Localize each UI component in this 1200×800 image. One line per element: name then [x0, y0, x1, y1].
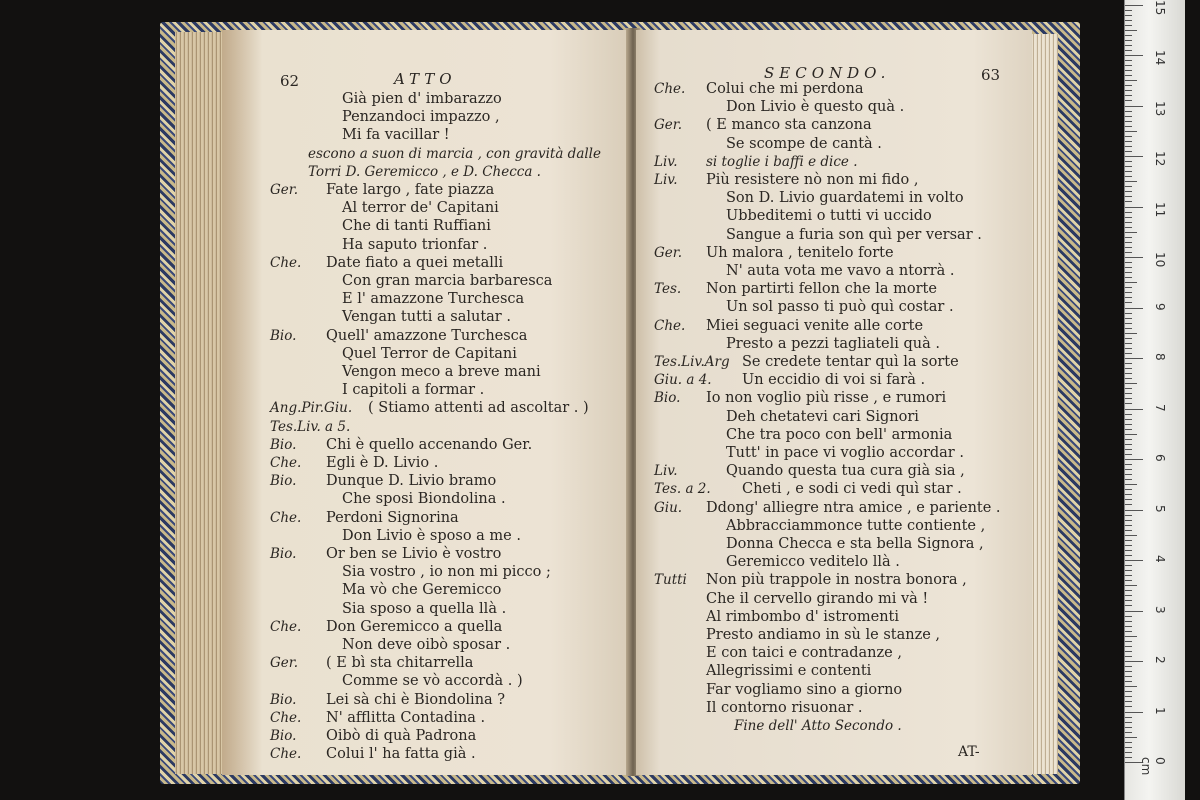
line-text: Donna Checca e sta bella Signora , [726, 536, 984, 552]
line-text: Lei sà chi è Biondolina ? [326, 691, 506, 708]
ruler-tick [1125, 217, 1132, 218]
ruler-tick [1125, 373, 1132, 374]
speaker-label: Tes.Liv. a 5. [270, 418, 351, 435]
ruler-tick [1125, 75, 1132, 76]
ruler-tick [1125, 747, 1132, 748]
speaker-label: Bio. [654, 390, 681, 407]
line-text: Uh malora , tenitelo forte [706, 244, 894, 261]
ruler-tick [1125, 100, 1132, 101]
ruler-tick [1125, 393, 1132, 394]
ruler-label: 2 [1153, 656, 1167, 664]
ruler-tick [1125, 85, 1132, 86]
line-text: Torri D. Geremicco , e D. Checca . [308, 163, 541, 180]
line-text: Io non voglio più risse , e rumori [706, 390, 947, 407]
ruler-tick [1125, 121, 1132, 122]
line-text: Far vogliamo sino a giorno [706, 681, 903, 698]
line-text: Don Geremicco a quella [326, 618, 503, 635]
ruler-tick [1125, 15, 1132, 16]
page-number-right: 63 [981, 66, 1001, 84]
ruler-tick [1125, 368, 1132, 369]
ruler-tick [1125, 398, 1132, 399]
line-text: Son D. Livio guardatemi in volto [726, 190, 964, 207]
line-text: Che di tanti Ruffiani [342, 218, 491, 235]
line-text: Comme se vò accordà . ) [342, 673, 523, 690]
speaker-label: Tutti [654, 572, 687, 589]
line-text: Ubbeditemi o tutti vi uccido [726, 208, 932, 225]
line-text: Miei seguaci venite alle corte [706, 317, 924, 334]
ruler-tick [1125, 20, 1132, 21]
ruler-label: 5 [1153, 504, 1167, 513]
ruler-tick [1125, 388, 1132, 389]
ruler-tick [1125, 474, 1132, 475]
ruler-tick [1125, 318, 1132, 319]
line-text: Che tra poco con bell' armonia [726, 426, 953, 443]
ruler-tick [1125, 383, 1137, 384]
ruler-tick [1125, 752, 1132, 753]
line-text: Penzandoci impazzo , [342, 109, 500, 126]
ruler-tick [1125, 282, 1137, 283]
ruler-tick [1125, 575, 1132, 576]
ruler-tick [1125, 530, 1132, 531]
ruler-tick [1125, 732, 1132, 733]
speaker-label: Giu. a 4. [654, 372, 712, 389]
ruler-tick [1125, 333, 1137, 334]
ruler-tick [1125, 40, 1132, 41]
line-text: Ddong' alliegre ntra amice , e pariente . [706, 499, 1001, 516]
ruler-label: 13 [1153, 100, 1167, 116]
line-text: Cheti , e sodi ci vedi quì star . [742, 481, 962, 498]
ruler-tick [1125, 403, 1132, 404]
ruler-label: 15 [1153, 0, 1167, 15]
ruler-tick [1125, 262, 1132, 263]
speaker-label: Che. [270, 709, 302, 726]
ruler-tick [1125, 227, 1132, 228]
ruler-tick [1125, 580, 1132, 581]
right-page [636, 30, 1032, 775]
running-head-right: SECONDO. [764, 64, 891, 82]
line-text: Che sposi Biondolina . [342, 491, 506, 508]
speaker-label: Che. [270, 746, 302, 763]
line-text: Allegrissimi e contenti [706, 663, 872, 680]
ruler-tick [1125, 484, 1137, 485]
ruler-tick [1125, 742, 1132, 743]
ruler-tick [1125, 111, 1132, 112]
ruler-tick [1125, 722, 1132, 723]
ruler-tick [1125, 515, 1132, 516]
line-text: Sia vostro , io non mi picco ; [342, 564, 551, 581]
line-text: Oibò di quà Padrona [326, 728, 477, 744]
line-text: Che il cervello girando mi và ! [706, 590, 929, 607]
ruler-tick [1125, 308, 1143, 309]
ruler-label: 12 [1153, 151, 1167, 167]
ruler-tick [1125, 409, 1143, 410]
ruler-tick [1125, 727, 1132, 728]
ruler-tick [1125, 126, 1132, 127]
ruler-tick [1125, 454, 1132, 455]
speaker-label: Tes. a 2. [654, 481, 711, 498]
ruler-tick [1125, 212, 1132, 213]
ruler-tick [1125, 590, 1132, 591]
ruler-label: 8 [1153, 353, 1167, 361]
ruler-tick [1125, 424, 1132, 425]
line-text: Se credete tentar quì la sorte [742, 354, 959, 370]
ruler-tick [1125, 25, 1132, 26]
line-text: Al terror de' Capitani [342, 200, 499, 217]
ruler-label: 4 [1153, 555, 1167, 563]
ruler-tick [1125, 535, 1137, 536]
ruler-tick [1125, 525, 1132, 526]
line-text: I capitoli a formar . [342, 382, 485, 399]
ruler-tick [1125, 570, 1132, 571]
ruler-tick [1125, 176, 1132, 177]
ruler-tick [1125, 252, 1132, 253]
ruler-tick [1125, 555, 1132, 556]
ruler-tick [1125, 585, 1137, 586]
ruler-tick [1125, 80, 1137, 81]
ruler-tick [1125, 439, 1132, 440]
ruler-tick [1125, 257, 1143, 258]
ruler-tick [1125, 171, 1132, 172]
line-text: Sia sposo a quella llà . [342, 600, 507, 617]
line-text: Fine dell' Atto Secondo . [734, 718, 902, 734]
ruler-tick [1125, 186, 1132, 187]
speaker-label: Bio. [270, 691, 297, 708]
line-text: Or ben se Livio è vostro [326, 546, 502, 562]
speaker-label: Liv. [654, 172, 678, 188]
ruler-tick [1125, 338, 1132, 339]
ruler-tick [1125, 166, 1132, 167]
ruler-tick [1125, 651, 1132, 652]
ruler-tick [1125, 757, 1132, 758]
line-text: Don Livio è questo quà . [726, 99, 905, 116]
ruler-tick [1125, 237, 1132, 238]
line-text: Colui che mi perdona [706, 81, 864, 97]
line-text: Vengon meco a breve mani [342, 364, 541, 380]
ruler-tick [1125, 65, 1132, 66]
ruler-tick [1125, 464, 1132, 465]
ruler-tick [1125, 595, 1132, 596]
line-text: Non partirti fellon che la morte [706, 281, 937, 298]
ruler-tick [1125, 686, 1137, 687]
ruler-tick [1125, 247, 1132, 248]
ruler-tick [1125, 419, 1132, 420]
catchword: AT- [958, 744, 980, 760]
line-text: N' afflitta Contadina . [326, 709, 486, 726]
ruler-tick [1125, 201, 1132, 202]
ruler-tick [1125, 504, 1132, 505]
ruler-label: 11 [1153, 201, 1167, 217]
ruler-tick [1125, 363, 1132, 364]
speaker-label: Bio. [270, 473, 297, 490]
ruler-tick [1125, 287, 1132, 288]
speaker-label: Bio. [270, 436, 297, 453]
ruler-tick [1125, 656, 1132, 657]
ruler-tick [1125, 661, 1143, 662]
line-text: ( Stiamo attenti ad ascoltar . ) [368, 400, 589, 417]
speaker-label: Bio. [270, 327, 297, 344]
line-text: Non deve oibò sposar . [342, 637, 511, 653]
ruler-tick [1125, 55, 1143, 56]
ruler-tick [1125, 232, 1137, 233]
line-text: Quando questa tua cura già sia , [726, 463, 965, 480]
ruler-tick [1125, 737, 1137, 738]
line-text: N' auta vota me vavo a ntorrà . [726, 263, 955, 279]
ruler-tick [1125, 540, 1132, 541]
ruler-label: 0 cm [1139, 757, 1167, 776]
page-number-left: 62 [280, 72, 300, 90]
speaker-label: Bio. [270, 546, 297, 562]
ruler-tick [1125, 444, 1132, 445]
ruler-tick [1125, 90, 1132, 91]
line-text: E l' amazzone Turchesca [342, 291, 525, 308]
line-text: Quel Terror de Capitani [342, 345, 517, 362]
ruler-tick [1125, 550, 1132, 551]
ruler-tick [1125, 631, 1132, 632]
line-text: Sangue a furia son quì per versar . [726, 226, 982, 243]
ruler-tick [1125, 141, 1132, 142]
line-text: ( E manco sta canzona [706, 117, 872, 134]
ruler-tick [1125, 242, 1132, 243]
ruler-tick [1125, 313, 1132, 314]
line-text: Mi fa vacillar ! [342, 127, 450, 144]
ruler-tick [1125, 666, 1132, 667]
ruler-label: 3 [1153, 605, 1167, 614]
ruler-tick [1125, 611, 1143, 612]
ruler-tick [1125, 479, 1132, 480]
running-head-left: ATTO [394, 70, 457, 88]
ruler-tick [1125, 151, 1132, 152]
line-text: Il contorno risuonar . [706, 699, 863, 716]
ruler-tick [1125, 348, 1132, 349]
line-text: Geremicco veditelo llà . [726, 554, 900, 571]
speaker-label: Bio. [270, 728, 297, 744]
ruler-tick [1125, 35, 1132, 36]
speaker-label: Che. [654, 317, 686, 334]
ruler-tick [1125, 196, 1132, 197]
ruler-tick [1125, 70, 1132, 71]
ruler-tick [1125, 671, 1132, 672]
ruler-tick [1125, 136, 1132, 137]
line-text: Non più trappole in nostra bonora , [706, 572, 967, 589]
line-text: Più resistere nò non mi fido , [706, 172, 919, 188]
ruler-tick [1125, 95, 1132, 96]
ruler-tick [1125, 676, 1132, 677]
line-text: Fate largo , fate piazza [326, 182, 495, 198]
line-text: Don Livio è sposo a me . [342, 527, 521, 544]
line-text: Dunque D. Livio bramo [326, 473, 497, 490]
line-text: Già pien d' imbarazzo [342, 91, 502, 107]
ruler-tick [1125, 459, 1143, 460]
ruler-tick [1125, 146, 1132, 147]
ruler-tick [1125, 646, 1132, 647]
speaker-label: Ger. [654, 117, 683, 134]
ruler-tick [1125, 302, 1132, 303]
line-text: Quell' amazzone Turchesca [326, 327, 528, 344]
speaker-label: Ger. [270, 182, 299, 198]
ruler-tick [1125, 267, 1132, 268]
line-text: Ha saputo trionfar . [342, 236, 488, 253]
line-text: Deh chetatevi cari Signori [726, 408, 919, 425]
speaker-label: Che. [270, 455, 302, 471]
ruler-tick [1125, 565, 1132, 566]
line-text: E con taici e contradanze , [706, 645, 902, 662]
ruler-tick [1125, 621, 1132, 622]
measuring-ruler [1124, 0, 1185, 800]
ruler-label: 9 [1153, 302, 1167, 311]
speaker-label: Liv. [654, 463, 678, 480]
ruler-tick [1125, 328, 1132, 329]
ruler-tick [1125, 106, 1143, 107]
line-text: Presto andiamo in sù le stanze , [706, 627, 941, 643]
ruler-tick [1125, 691, 1132, 692]
ruler-tick [1125, 207, 1143, 208]
line-text: Al rimbombo d' istromenti [706, 608, 899, 625]
ruler-tick [1125, 292, 1132, 293]
ruler-tick [1125, 378, 1132, 379]
speaker-label: Liv. [654, 153, 678, 170]
line-text: Tutt' in pace vi voglio accordar . [726, 445, 964, 461]
line-text: Abbracciammonce tutte contiente , [726, 517, 986, 534]
ruler-tick [1125, 50, 1132, 51]
line-text: Un eccidio di voi si farà . [742, 372, 926, 389]
line-text: Se scompe de cantà . [726, 135, 882, 152]
ruler-tick [1125, 696, 1132, 697]
ruler-tick [1125, 222, 1132, 223]
line-text: escono a suon di marcia , con gravità dalle [308, 145, 601, 162]
ruler-tick [1125, 681, 1132, 682]
ruler-tick [1125, 116, 1132, 117]
speaker-label: Giu. [654, 499, 683, 516]
line-text: Vengan tutti a salutar . [342, 309, 511, 326]
line-text: Con gran marcia barbaresca [342, 273, 553, 289]
line-text: Un sol passo ti può quì costar . [726, 299, 954, 316]
ruler-tick [1125, 156, 1143, 157]
ruler-tick [1125, 323, 1132, 324]
ruler-label: 6 [1153, 454, 1167, 462]
ruler-tick [1125, 434, 1137, 435]
ruler-tick [1125, 494, 1132, 495]
ruler-tick [1125, 717, 1132, 718]
ruler-tick [1125, 358, 1143, 359]
ruler-tick [1125, 429, 1132, 430]
ruler-tick [1125, 181, 1137, 182]
ruler-tick [1125, 343, 1132, 344]
ruler-tick [1125, 636, 1137, 637]
speaker-label: Ger. [270, 655, 299, 672]
ruler-tick [1125, 161, 1132, 162]
line-text: Date fiato a quei metalli [326, 254, 504, 271]
line-text: ( E bì sta chitarrella [326, 655, 474, 672]
ruler-tick [1125, 605, 1132, 606]
speaker-label: Tes. [654, 281, 682, 298]
ruler-tick [1125, 131, 1137, 132]
ruler-tick [1125, 712, 1143, 713]
speaker-label: Tes.Liv.Arg [654, 354, 730, 370]
speaker-label: Che. [270, 618, 302, 635]
ruler-tick [1125, 45, 1132, 46]
left-page [222, 30, 632, 775]
ruler-tick [1125, 60, 1132, 61]
line-text: Ma vò che Geremicco [342, 582, 502, 599]
ruler-tick [1125, 489, 1132, 490]
ruler-tick [1125, 510, 1143, 511]
ruler-tick [1125, 414, 1132, 415]
ruler-tick [1125, 5, 1143, 6]
ruler-tick [1125, 626, 1132, 627]
speaker-label: Ger. [654, 244, 683, 261]
speaker-label: Che. [270, 509, 302, 526]
ruler-tick [1125, 353, 1132, 354]
ruler-tick [1125, 499, 1132, 500]
ruler-tick [1125, 30, 1137, 31]
ruler-tick [1125, 545, 1132, 546]
ruler-tick [1125, 449, 1132, 450]
ruler-tick [1125, 641, 1132, 642]
ruler-tick [1125, 272, 1132, 273]
line-text: Egli è D. Livio . [326, 455, 439, 471]
ruler-label: 14 [1153, 50, 1167, 66]
ruler-tick [1125, 191, 1132, 192]
line-text: Colui l' ha fatta già . [326, 746, 476, 763]
speaker-label: Ang.Pir.Giu. [270, 400, 353, 417]
ruler-tick [1125, 706, 1132, 707]
speaker-label: Che. [654, 81, 686, 97]
ruler-tick [1125, 469, 1132, 470]
speaker-label: Che. [270, 254, 302, 271]
ruler-tick [1125, 600, 1132, 601]
ruler-label: 7 [1153, 403, 1167, 412]
line-text: Presto a pezzi tagliateli quà . [726, 335, 940, 352]
ruler-tick [1125, 520, 1132, 521]
ruler-label: 1 [1153, 706, 1167, 715]
ruler-tick [1125, 10, 1132, 11]
ruler-tick [1125, 616, 1132, 617]
ruler-tick [1125, 297, 1132, 298]
ruler-tick [1125, 560, 1143, 561]
ruler-tick [1125, 701, 1132, 702]
line-text: si toglie i baffi e dice . [706, 153, 858, 170]
ruler-label: 10 [1153, 252, 1167, 268]
line-text: Chi è quello accenando Ger. [326, 436, 533, 453]
page-stain [222, 30, 262, 775]
line-text: Perdoni Signorina [326, 509, 459, 526]
ruler-tick [1125, 277, 1132, 278]
page-edges-left [175, 32, 225, 774]
